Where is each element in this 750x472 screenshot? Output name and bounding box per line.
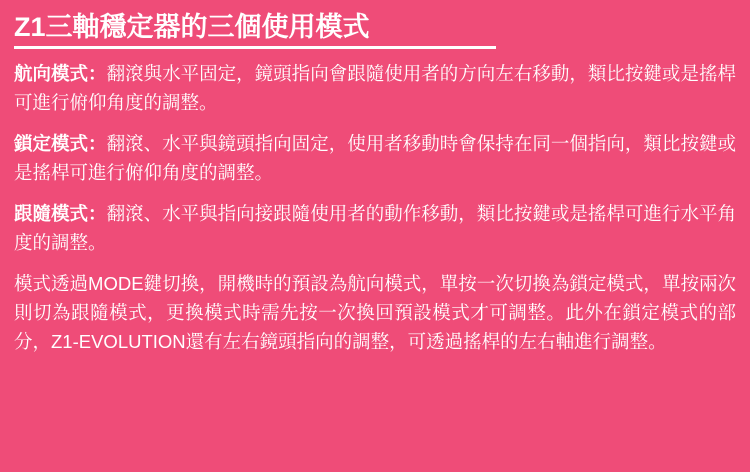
- paragraph-heading-mode: [14, 59, 736, 117]
- paragraph-lead-lock-mode: 鎖定模式：: [14, 133, 107, 154]
- title-underline-divider: [14, 46, 496, 49]
- paragraph-body-follow-mode: 翻滾、水平與指向接跟隨使用者的動作移動，類比按鍵或是搖桿可進行水平角度的調整。: [14, 203, 736, 253]
- paragraph-follow-mode: [14, 199, 736, 257]
- paragraph-mode-switching: [14, 269, 736, 356]
- page-title: Z1三軸穩定器的三個使用模式: [14, 12, 370, 42]
- paragraph-lead-follow-mode: 跟隨模式：: [14, 203, 107, 224]
- paragraph-body-heading-mode: 翻滾與水平固定，鏡頭指向會跟隨使用者的方向左右移動，類比按鍵或是搖桿可進行俯仰角度的調整。: [14, 63, 736, 113]
- paragraph-body-lock-mode: 翻滾、水平與鏡頭指向固定，使用者移動時會保持在同一個指向，類比按鍵或是搖桿可進行俯仰角度的調整。: [14, 133, 736, 183]
- paragraph-body-mode-switching: 模式透過MODE鍵切換，開機時的預設為航向模式，單按一次切換為鎖定模式，單按兩次則切為跟隨模式，更換模式時需先按一次換回預設模式才可調整。此外在鎖定模式的部分，Z1-EVOLUTION還有左右鏡頭指向的調整，可透過搖桿的左右軸進行調整。: [14, 273, 736, 352]
- paragraph-lock-mode: [14, 129, 736, 187]
- paragraph-lead-heading-mode: 航向模式：: [14, 63, 107, 84]
